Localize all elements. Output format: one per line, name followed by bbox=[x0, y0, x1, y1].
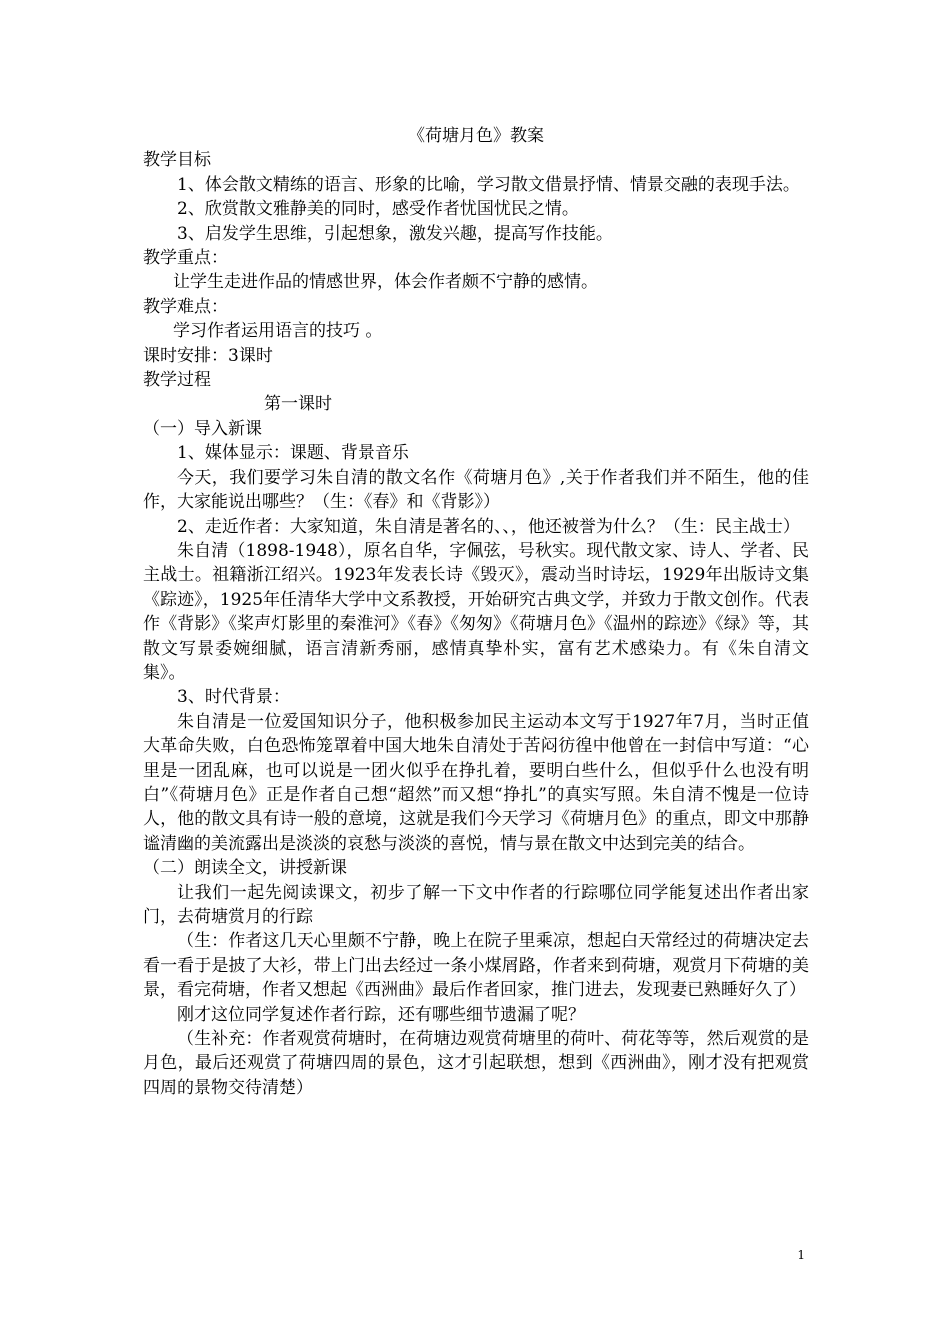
reading-paragraph: 让我们一起先阅读课文，初步了解一下文中作者的行踪哪位同学能复述出作者出家门，去荷塘赏月的行踪 bbox=[143, 882, 809, 927]
media-line: 1、媒体显示：课题、背景音乐 bbox=[177, 443, 409, 464]
difficulty-heading: 教学难点： bbox=[143, 296, 228, 317]
difficulty-text: 学习作者运用语言的技巧 。 bbox=[173, 321, 383, 342]
author-bio: 朱自清（1898-1948），原名自华，字佩弦，号秋实。现代散文家、诗人、学者、民主战士。祖籍浙江绍兴。1923年发表长诗《毁灭》，震动当时诗坛，1929年出版诗文集《踪迹》，1925年任清华大学中文系教授，开始研究古典文学，并致力于散文创作。代表作《背影》《桨声灯影里的秦淮河》《春》《匆匆》《荷塘月色》《温州的踪迹》《绿》等，其散文写景委婉细腻，语言清新秀丽，感情真挚朴实，富有艺术感染力。有《朱自清文集》。 bbox=[143, 540, 809, 683]
document-title: 《荷塘月色》教案 bbox=[408, 126, 544, 146]
focus-heading: 教学重点： bbox=[143, 248, 228, 269]
background-text: 朱自清是一位爱国知识分子，他积极参加民主运动本文写于1927年7月，当时正值大革命失败，白色恐怖笼罩着中国大地朱自清处于苦闷彷徨中他曾在一封信中写道：“心里是一团乱麻，也可以说是一团火似乎在挣扎着，要明白些什么，但似乎什么也没有明白”《荷塘月色》正是作者自己想“超然”而又想“挣扎”的真实写照。朱自清不愧是一位诗人，他的散文具有诗一般的意境，这就是我们今天学习《荷塘月色》的重点，即文中那静谧清幽的美流露出是淡淡的哀愁与淡淡的喜悦，情与景在散文中达到完美的结合。 bbox=[143, 711, 809, 854]
lesson-title: 第一课时 bbox=[264, 394, 332, 415]
student-answer: （生：作者这几天心里颇不宁静，晚上在院子里乘凉，想起白天常经过的荷塘决定去看一看于是披了大衫，带上门出去经过一条小煤屑路，作者来到荷塘，观赏月下荷塘的美景，看完荷塘，作者又想起《西洲曲》最后作者回家，推门进去，发现妻已熟睡好久了） bbox=[143, 931, 809, 1001]
section-1-heading: （一）导入新课 bbox=[143, 418, 262, 439]
objective-2: 2、欣赏散文雅静美的同时，感受作者忧国忧民之情。 bbox=[177, 199, 579, 220]
intro-paragraph: 今天，我们要学习朱自清的散文名作《荷塘月色》,关于作者我们并不陌生，他的佳作，大家能说出哪些？（生：《春》和《背影》） bbox=[143, 467, 809, 513]
schedule-line: 课时安排：3课时 bbox=[143, 345, 273, 366]
process-heading: 教学过程 bbox=[143, 370, 211, 391]
objective-1: 1、体会散文精练的语言、形象的比喻，学习散文借景抒情、情景交融的表现手法。 bbox=[177, 174, 800, 195]
focus-text: 让学生走进作品的情感世界，体会作者颇不宁静的感情。 bbox=[173, 272, 598, 293]
section-2-heading: （二）朗读全文，讲授新课 bbox=[143, 858, 347, 879]
document-body bbox=[143, 124, 809, 1100]
author-question: 2、走近作者：大家知道，朱自清是著名的、、，他还被誉为什么？（生：民主战士） bbox=[177, 516, 800, 537]
student-supplement: （生补充：作者观赏荷塘时，在荷塘边观赏荷塘里的荷叶、荷花等等，然后观赏的是月色，最后还观赏了荷塘四周的景色，这才引起联想，想到《西洲曲》，刚才没有把观赏四周的景物交待清楚） bbox=[143, 1029, 809, 1098]
objectives-heading: 教学目标 bbox=[143, 150, 211, 171]
follow-up-question: 刚才这位同学复述作者行踪，还有哪些细节遗漏了呢？ bbox=[177, 1004, 585, 1025]
background-heading: 3、时代背景： bbox=[177, 687, 290, 708]
objective-3: 3、启发学生思维，引起想象，激发兴趣，提高写作技能。 bbox=[177, 223, 613, 244]
page-number: 1 bbox=[797, 1248, 805, 1262]
